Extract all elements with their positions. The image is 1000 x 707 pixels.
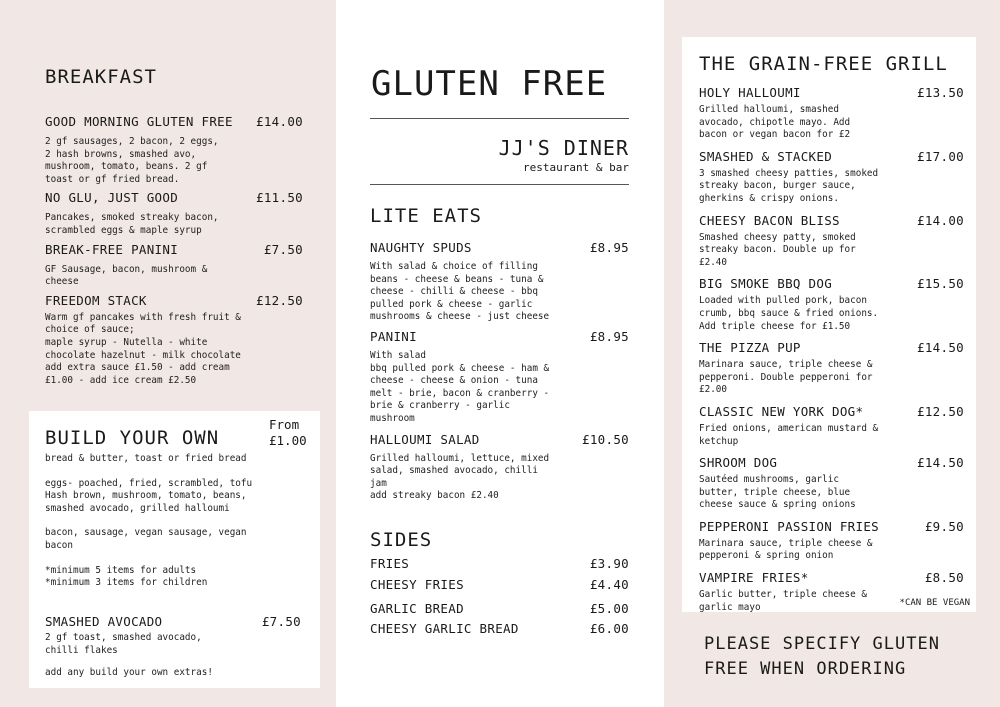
menu-item bbox=[370, 432, 629, 503]
menu-item bbox=[45, 293, 303, 388]
item-price: £5.00 bbox=[589, 601, 629, 616]
item-name: THE PIZZA PUP bbox=[699, 340, 801, 356]
menu-item bbox=[699, 404, 964, 448]
item-price: £8.95 bbox=[589, 240, 629, 255]
right-panel bbox=[664, 0, 1000, 707]
item-name: VAMPIRE FRIES* bbox=[699, 570, 809, 586]
item-description: Marinara sauce, triple cheese & pepperoni. Double pepperoni for £2.00 bbox=[699, 359, 873, 396]
build-options bbox=[45, 453, 307, 590]
grill-title: THE GRAIN-FREE GRILL bbox=[699, 53, 948, 75]
item-name: CHEESY FRIES bbox=[370, 577, 464, 592]
lite-eats-list bbox=[370, 240, 629, 509]
build-line: bread & butter, toast or fried bread bbox=[45, 453, 247, 464]
item-name: NO GLU, JUST GOOD bbox=[45, 190, 179, 206]
item-description: Grilled halloumi, smashed avocado, chipotle mayo. Add bacon or vegan bacon for £2 bbox=[699, 104, 851, 141]
item-description: 2 gf toast, smashed avocado, chilli flakes bbox=[45, 632, 202, 656]
item-name: BIG SMOKE BBQ DOG bbox=[699, 276, 833, 292]
left-panel bbox=[0, 0, 336, 707]
menu-item bbox=[699, 340, 964, 397]
menu-item bbox=[370, 329, 629, 426]
grill-card bbox=[682, 37, 976, 612]
item-price: £6.00 bbox=[589, 621, 629, 636]
item-price: £3.90 bbox=[589, 556, 629, 571]
side-item bbox=[370, 621, 629, 636]
item-description: Pancakes, smoked streaky bacon, scrambled eggs & maple syrup bbox=[45, 212, 219, 236]
build-from-price bbox=[269, 417, 307, 449]
item-name: FREEDOM STACK bbox=[45, 292, 147, 308]
item-name: SMASHED & STACKED bbox=[699, 148, 833, 164]
item-description: Loaded with pulled pork, bacon crumb, bbq sauce & fried onions. Add triple cheese for £1.50 bbox=[699, 295, 879, 332]
build-line: bacon, sausage, vegan sausage, vegan bacon bbox=[45, 527, 247, 551]
build-line: *minimum 5 items for adults *minimum 3 items for children bbox=[45, 564, 208, 589]
build-your-own-title: BUILD YOUR OWN bbox=[45, 427, 220, 449]
item-description: Smashed cheesy patty, smoked streaky bacon. Double up for £2.40 bbox=[699, 231, 856, 268]
item-price: £7.50 bbox=[261, 614, 301, 629]
item-name: BREAK-FREE PANINI bbox=[45, 241, 179, 257]
item-name: GOOD MORNING GLUTEN FREE bbox=[45, 114, 233, 129]
item-price: £11.50 bbox=[256, 190, 303, 206]
vegan-note: *CAN BE VEGAN bbox=[899, 598, 970, 608]
item-name: PANINI bbox=[370, 328, 417, 344]
item-name: NAUGHTY SPUDS bbox=[370, 240, 472, 255]
item-description: 3 smashed cheesy patties, smoked streaky bacon, burger sauce, gherkins & crispy onions. bbox=[699, 167, 879, 204]
build-line: eggs- poached, fried, scrambled, tofu Hash brown, mushroom, tomato, beans, smashed avocado, grilled halloumi bbox=[45, 477, 253, 514]
breakfast-title: BREAKFAST bbox=[45, 66, 157, 88]
item-name: HALLOUMI SALAD bbox=[370, 431, 480, 447]
item-description: Grilled halloumi, lettuce, mixed salad, smashed avocado, chilli jam add streaky bacon £2.40 bbox=[370, 452, 550, 502]
lite-eats-title: LITE EATS bbox=[370, 205, 482, 227]
side-item bbox=[370, 601, 629, 616]
item-description: Garlic butter, triple cheese & garlic mayo bbox=[699, 589, 867, 613]
item-description: Sautéed mushrooms, garlic butter, triple cheese, blue cheese sauce & spring onions bbox=[699, 474, 856, 511]
sides-title: SIDES bbox=[370, 529, 433, 551]
menu-item bbox=[45, 242, 303, 289]
menu-item bbox=[45, 614, 301, 657]
from-label: From bbox=[269, 417, 300, 432]
item-price: £8.50 bbox=[924, 570, 964, 586]
item-name: CHEESY GARLIC BREAD bbox=[370, 621, 519, 636]
item-price: £14.00 bbox=[917, 212, 964, 228]
item-name: SHROOM DOG bbox=[699, 455, 778, 471]
item-price: £12.50 bbox=[256, 292, 303, 308]
item-description: Fried onions, american mustard & ketchup bbox=[699, 422, 879, 447]
item-name: HOLY HALLOUMI bbox=[699, 85, 801, 100]
brand-tagline: restaurant & bar bbox=[523, 161, 629, 174]
item-price: £17.00 bbox=[917, 148, 964, 164]
item-price: £14.50 bbox=[917, 455, 964, 471]
menu-item bbox=[370, 240, 629, 324]
item-description: Marinara sauce, triple cheese & pepperoni & spring onion bbox=[699, 537, 873, 562]
grill-list bbox=[699, 85, 964, 614]
side-item bbox=[370, 556, 629, 571]
side-item bbox=[370, 577, 629, 592]
item-price: £14.50 bbox=[917, 340, 964, 356]
divider bbox=[370, 118, 629, 119]
brand-block bbox=[370, 136, 629, 174]
item-description: GF Sausage, bacon, mushroom & cheese bbox=[45, 263, 208, 288]
menu-item bbox=[699, 519, 964, 563]
menu-item bbox=[699, 455, 964, 512]
breakfast-list bbox=[45, 114, 303, 393]
menu-item bbox=[45, 190, 303, 237]
item-description: With salad bbq pulled pork & cheese - ham & cheese - cheese & onion - tuna melt - brie, bacon & cranberry - brie & cranberry - garlic mushroom bbox=[370, 349, 550, 424]
menu-title: GLUTEN FREE bbox=[371, 64, 608, 104]
item-price: £8.95 bbox=[589, 328, 629, 344]
item-name: PEPPERONI PASSION FRIES bbox=[699, 518, 879, 534]
menu-item bbox=[45, 114, 303, 186]
item-price: £15.50 bbox=[917, 276, 964, 292]
item-name: FRIES bbox=[370, 556, 410, 571]
sides-list bbox=[370, 556, 629, 636]
middle-panel bbox=[336, 0, 664, 707]
item-price: £13.50 bbox=[917, 85, 964, 100]
item-description: Warm gf pancakes with fresh fruit & choice of sauce; maple syrup - Nutella - white chocolate hazelnut - milk chocolate add extra sauce £1.50 - add cream £1.00 - add ice cream £2.50 bbox=[45, 311, 241, 386]
menu-item bbox=[699, 149, 964, 206]
menu-item bbox=[699, 276, 964, 333]
menu-item bbox=[699, 213, 964, 270]
item-price: £10.50 bbox=[582, 431, 629, 447]
item-name: GARLIC BREAD bbox=[370, 601, 464, 616]
item-name: CLASSIC NEW YORK DOG* bbox=[699, 403, 864, 419]
specify-gluten-free-notice: PLEASE SPECIFY GLUTEN FREE WHEN ORDERING bbox=[704, 634, 940, 679]
item-price: £9.50 bbox=[924, 518, 964, 534]
item-price: £14.00 bbox=[256, 114, 303, 129]
item-name: SMASHED AVOCADO bbox=[45, 614, 163, 629]
brand-name: JJ'S DINER bbox=[498, 136, 629, 160]
item-name: CHEESY BACON BLISS bbox=[699, 212, 840, 228]
item-price: £12.50 bbox=[917, 403, 964, 419]
item-description: With salad & choice of filling beans - cheese & beans - tuna & cheese - chilli & cheese - bbq pulled pork & cheese - garlic mushrooms & cheese - just cheese bbox=[370, 261, 550, 323]
divider bbox=[370, 184, 629, 185]
build-your-own-card bbox=[29, 411, 320, 688]
item-price: £4.40 bbox=[589, 577, 629, 592]
build-footer: add any build your own extras! bbox=[45, 667, 213, 678]
item-description: 2 gf sausages, 2 bacon, 2 eggs, 2 hash browns, smashed avo, mushroom, tomato, beans. 2 gf toast or gf fried bread. bbox=[45, 136, 219, 185]
from-price: £1.00 bbox=[269, 433, 307, 448]
menu-item bbox=[699, 85, 964, 142]
item-price: £7.50 bbox=[263, 241, 303, 257]
